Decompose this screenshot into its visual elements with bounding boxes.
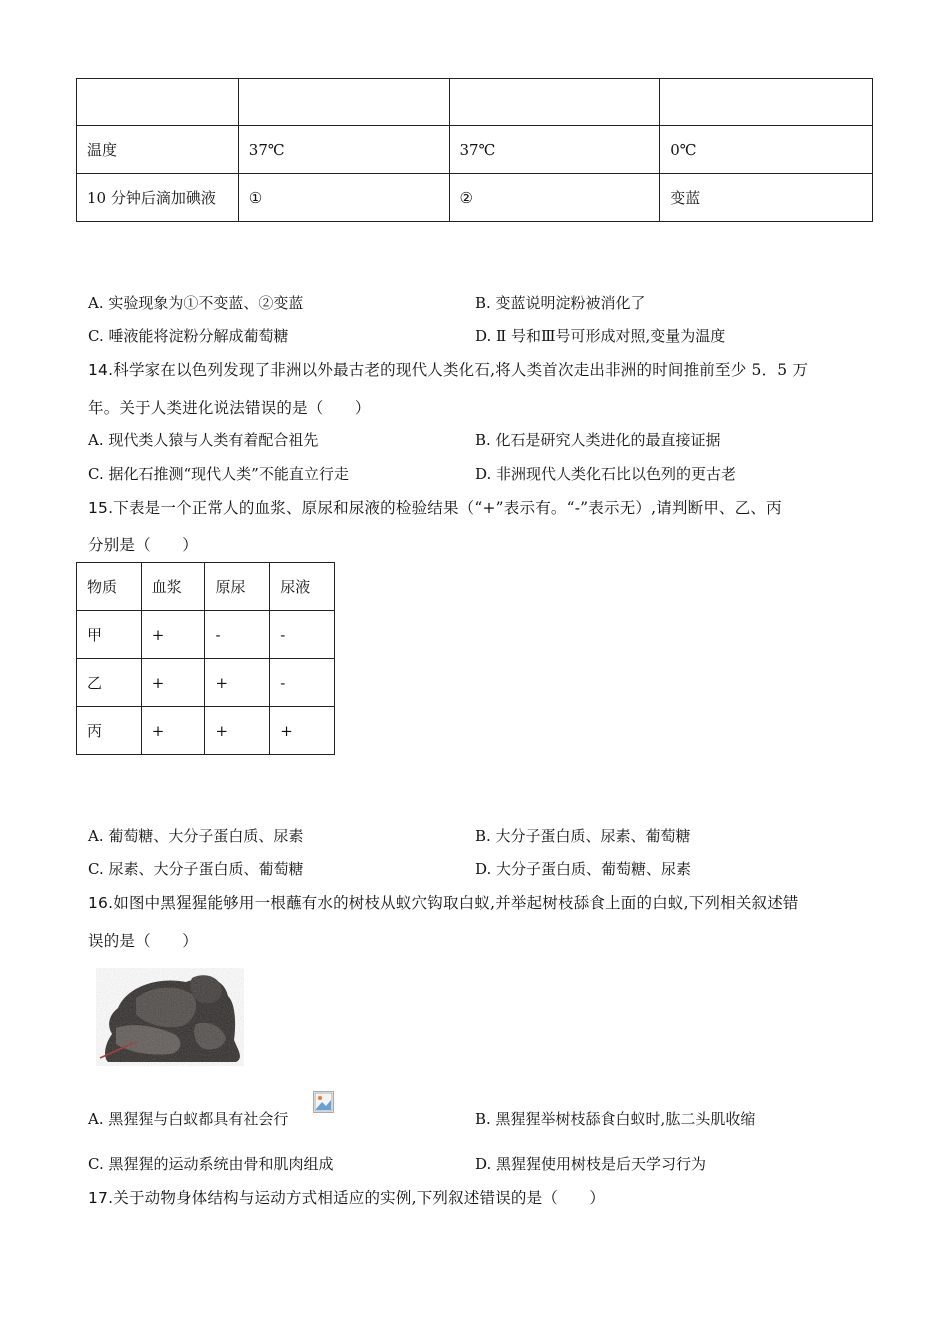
option-b: B. 化石是研究人类进化的最直接证据 (475, 431, 721, 449)
table-cell (449, 79, 660, 126)
urine-test-table (76, 562, 335, 755)
option-a: A. 现代类人猿与人类有着配合祖先 (88, 431, 319, 449)
option-b: B. 变蓝说明淀粉被消化了 (475, 294, 646, 312)
table-header-cell: 物质 (77, 563, 142, 611)
question-text: 下表是一个正常人的血浆、原尿和尿液的检验结果（“+”表示有。“-”表示无）,请判断甲、乙、丙 (113, 499, 782, 517)
table-row (77, 79, 873, 126)
table-row (77, 126, 873, 174)
question-number: 15. (88, 499, 114, 517)
table-cell: + (205, 707, 270, 755)
table-cell: 乙 (77, 659, 142, 707)
option-a: A. 实验现象为①不变蓝、②变蓝 (88, 294, 304, 312)
option-d: D. 非洲现代人类化石比以色列的更古老 (475, 465, 737, 483)
option-c: C. 据化石推测“现代人类”不能直立行走 (88, 465, 349, 483)
table-cell (77, 79, 239, 126)
table-cell: - (205, 611, 270, 659)
table-cell: 37℃ (449, 126, 660, 174)
table-cell (660, 79, 873, 126)
table-row (77, 174, 873, 222)
chimpanzee-photo (96, 968, 244, 1066)
question-16-line2: 误的是（ ） (88, 932, 198, 950)
table-header-cell: 血浆 (141, 563, 205, 611)
option-d: D. 黑猩猩使用树枝是后天学习行为 (475, 1155, 707, 1173)
table-cell (238, 79, 449, 126)
table-row (77, 611, 335, 659)
table-cell: 温度 (77, 126, 239, 174)
question-17 (88, 1186, 605, 1208)
table-cell: - (270, 659, 335, 707)
question-15-line2: 分别是（ ） (88, 536, 198, 554)
table-cell: + (141, 659, 205, 707)
table-header-cell: 尿液 (270, 563, 335, 611)
question-number: 14. (88, 361, 114, 379)
table-cell: ① (238, 174, 449, 222)
option-d: D. Ⅱ 号和Ⅲ号可形成对照,变量为温度 (475, 327, 726, 345)
table-row (77, 659, 335, 707)
question-14-line2: 年。关于人类进化说法错误的是（ ） (88, 399, 371, 417)
table-cell: - (270, 611, 335, 659)
table-cell: + (141, 707, 205, 755)
option-c: C. 唾液能将淀粉分解成葡萄糖 (88, 327, 289, 345)
option-b: B. 黑猩猩举树枝舔食白蚁时,肱二头肌收缩 (475, 1110, 756, 1128)
question-number: 16. (88, 894, 114, 912)
table-row (77, 707, 335, 755)
option-c: C. 黑猩猩的运动系统由骨和肌肉组成 (88, 1155, 334, 1173)
table-cell: + (205, 659, 270, 707)
option-b: B. 大分子蛋白质、尿素、葡萄糖 (475, 827, 691, 845)
option-c: C. 尿素、大分子蛋白质、葡萄糖 (88, 860, 304, 878)
table-header-cell: 原尿 (205, 563, 270, 611)
question-number: 17. (88, 1189, 114, 1207)
table-cell: + (141, 611, 205, 659)
option-a: A. 葡萄糖、大分子蛋白质、尿素 (88, 827, 304, 845)
table-cell: ② (449, 174, 660, 222)
table-cell: + (270, 707, 335, 755)
question-text: 如图中黑猩猩能够用一根蘸有水的树枝从蚁穴钩取白蚁,并举起树枝舔食上面的白蚁,下列相关叙述错 (113, 894, 799, 912)
question-16 (88, 891, 799, 913)
table-cell: 甲 (77, 611, 142, 659)
question-15 (88, 496, 782, 518)
table-cell: 变蓝 (660, 174, 873, 222)
table-cell: 0℃ (660, 126, 873, 174)
broken-image-icon (313, 1091, 334, 1113)
table-cell: 丙 (77, 707, 142, 755)
option-a: A. 黑猩猩与白蚁都具有社会行 (88, 1110, 289, 1128)
option-d: D. 大分子蛋白质、葡萄糖、尿素 (475, 860, 692, 878)
experiment-table (76, 78, 873, 222)
question-14 (88, 358, 808, 380)
table-header-row (77, 563, 335, 611)
question-text: 科学家在以色列发现了非洲以外最古老的现代人类化石,将人类首次走出非洲的时间推前至少 5．5 万 (113, 361, 809, 379)
question-text: 关于动物身体结构与运动方式相适应的实例,下列叙述错误的是（ ） (113, 1189, 606, 1207)
table-cell: 37℃ (238, 126, 449, 174)
table-cell: 10 分钟后滴加碘液 (77, 174, 239, 222)
